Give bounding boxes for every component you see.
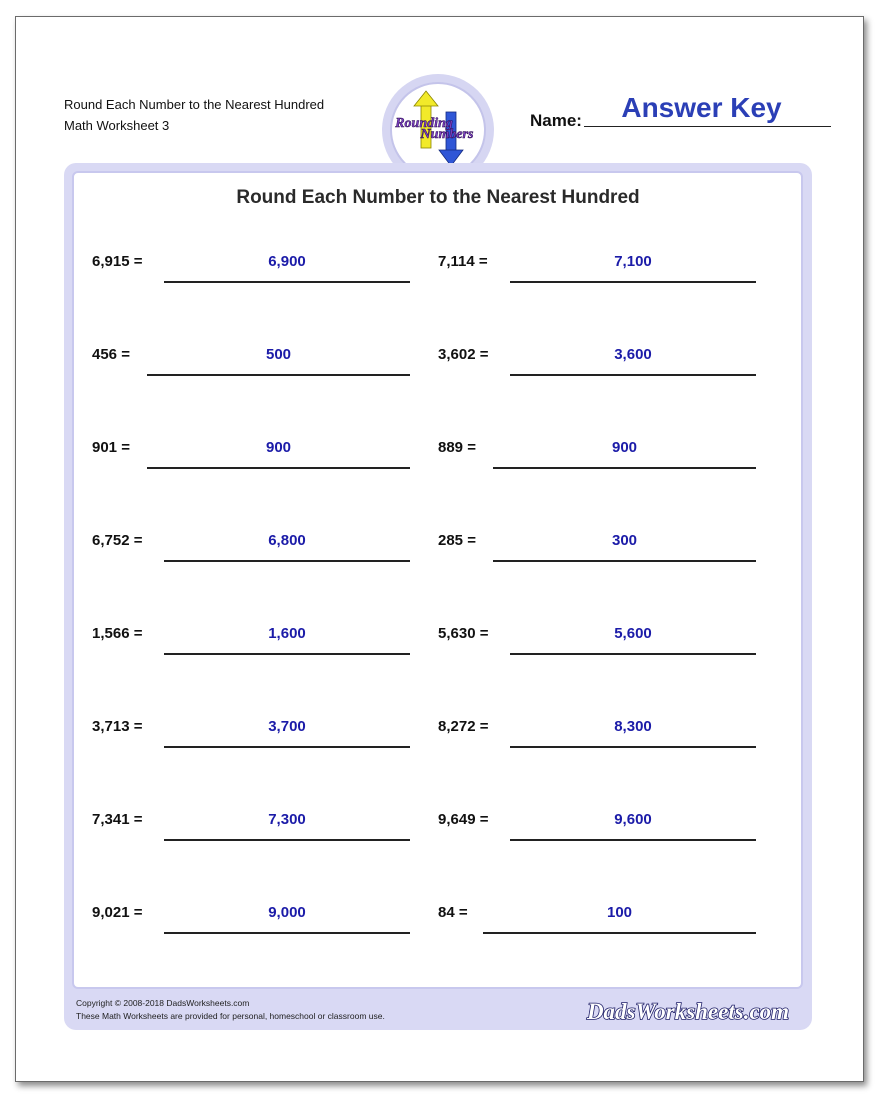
problem-question: 456 = <box>92 346 130 363</box>
problem-left-1 <box>92 253 410 283</box>
problem-answer: 100 <box>606 904 633 921</box>
answer-key-label: Answer Key <box>621 92 782 123</box>
answer-line[interactable] <box>510 653 756 655</box>
dadsworksheets-logo[interactable] <box>577 993 799 1029</box>
header-title: Round Each Number to the Nearest Hundred <box>64 97 325 112</box>
problem-answer: 500 <box>265 346 292 363</box>
problem-answer: 7,300 <box>268 811 306 828</box>
answer-line[interactable] <box>164 281 410 283</box>
problem-answer: 5,600 <box>614 625 652 642</box>
problem-right-5 <box>438 625 756 655</box>
answer-line[interactable] <box>164 653 410 655</box>
problem-right-2 <box>438 346 756 376</box>
answer-line[interactable] <box>510 839 756 841</box>
problem-right-3 <box>438 439 756 469</box>
problem-question: 3,713 = <box>92 718 143 735</box>
problem-left-2 <box>92 346 410 376</box>
problem-question: 9,021 = <box>92 904 143 921</box>
answer-line[interactable] <box>164 560 410 562</box>
problem-question: 8,272 = <box>438 718 489 735</box>
problem-right-4 <box>438 532 756 562</box>
problem-left-4 <box>92 532 410 562</box>
usage-notice: These Math Worksheets are provided for personal, homeschool or classroom use. <box>76 1011 385 1021</box>
problem-question: 1,566 = <box>92 625 143 642</box>
answer-line[interactable] <box>510 746 756 748</box>
copyright-text: Copyright © 2008-2018 DadsWorksheets.com <box>76 998 250 1008</box>
problem-question: 9,649 = <box>438 811 489 828</box>
problem-right-7 <box>438 811 756 841</box>
problem-question: 6,915 = <box>92 253 143 270</box>
problem-question: 84 = <box>438 904 468 921</box>
problem-question: 901 = <box>92 439 130 456</box>
worksheet-title: Round Each Number to the Nearest Hundred <box>236 187 640 208</box>
problem-answer: 9,600 <box>614 811 652 828</box>
footer-copyright <box>76 997 385 1023</box>
problem-question: 7,114 = <box>438 253 488 270</box>
name-label: Name: <box>530 111 582 130</box>
answer-line[interactable] <box>147 374 410 376</box>
problem-answer: 9,000 <box>268 904 306 921</box>
problem-right-6 <box>438 718 756 748</box>
answer-line[interactable] <box>164 839 410 841</box>
problem-question: 889 = <box>438 439 476 456</box>
problem-question: 6,752 = <box>92 532 143 549</box>
problem-answer: 8,300 <box>614 718 652 735</box>
problem-answer: 1,600 <box>268 625 306 642</box>
answer-line[interactable] <box>147 467 410 469</box>
problem-answer: 900 <box>611 439 638 456</box>
name-field-line[interactable] <box>584 126 831 127</box>
problem-right-8 <box>438 904 756 934</box>
problem-answer: 300 <box>611 532 638 549</box>
problem-question: 5,630 = <box>438 625 489 642</box>
logo-line1: Rounding <box>395 116 453 131</box>
problem-answer: 3,700 <box>268 718 306 735</box>
answer-line[interactable] <box>483 932 756 934</box>
problem-question: 285 = <box>438 532 476 549</box>
logo-line2: Numbers <box>420 127 474 142</box>
problem-question: 7,341 = <box>92 811 143 828</box>
problem-answer: 3,600 <box>614 346 652 363</box>
problem-left-3 <box>92 439 410 469</box>
answer-line[interactable] <box>164 932 410 934</box>
answer-line[interactable] <box>164 746 410 748</box>
answer-line[interactable] <box>493 467 756 469</box>
problem-left-7 <box>92 811 410 841</box>
answer-line[interactable] <box>510 374 756 376</box>
header-subtitle: Math Worksheet 3 <box>64 118 170 133</box>
problems-panel <box>72 171 803 989</box>
problem-left-8 <box>92 904 410 934</box>
problem-answer: 900 <box>265 439 292 456</box>
brand-text: DadsWorksheets.com <box>586 999 790 1024</box>
problem-question: 3,602 = <box>438 346 489 363</box>
answer-line[interactable] <box>493 560 756 562</box>
answer-line[interactable] <box>510 281 756 283</box>
problem-left-6 <box>92 718 410 748</box>
problem-left-5 <box>92 625 410 655</box>
problem-answer: 6,900 <box>268 253 306 270</box>
problem-answer: 7,100 <box>614 253 652 270</box>
problem-right-1 <box>438 253 756 283</box>
problem-answer: 6,800 <box>268 532 306 549</box>
